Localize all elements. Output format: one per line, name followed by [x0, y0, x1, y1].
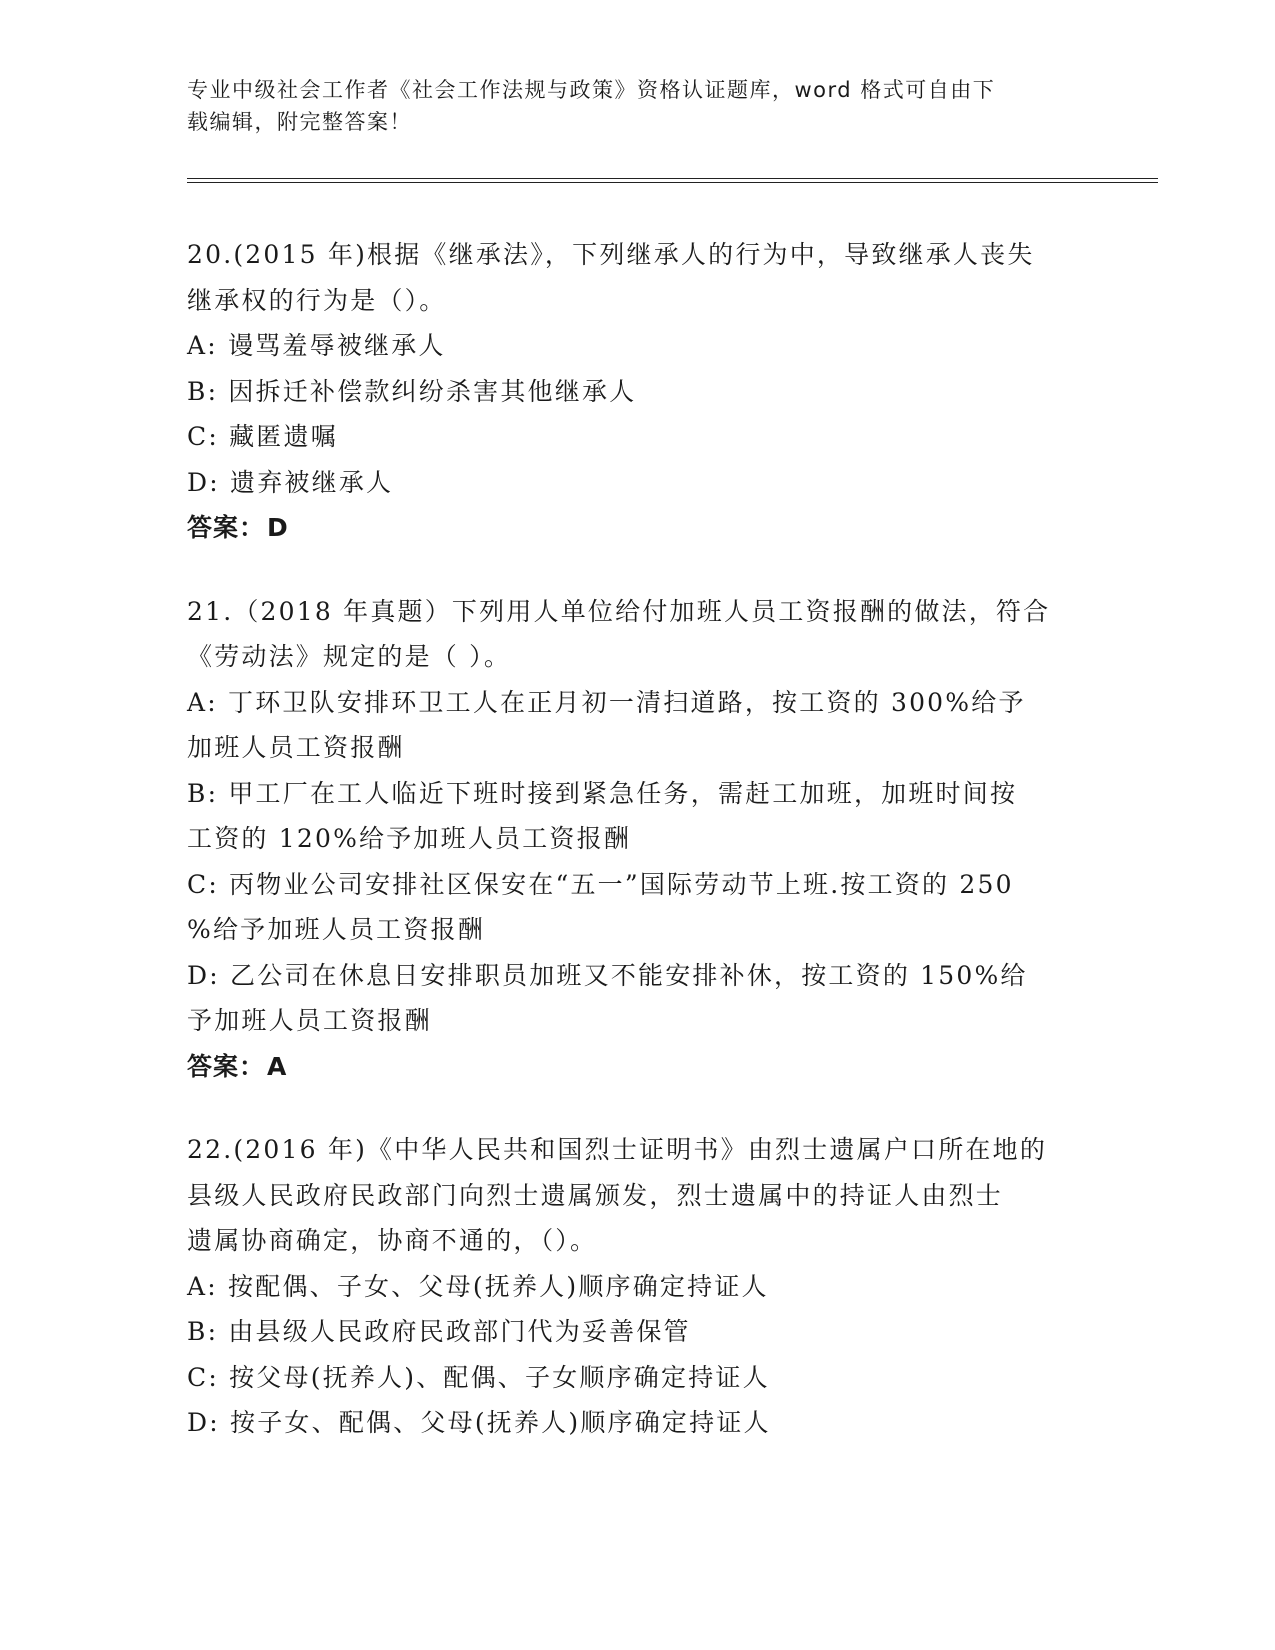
question-text-line: 继承权的行为是（）。 — [187, 285, 447, 315]
option-b: B: 因拆迁补偿款纠纷杀害其他继承人 — [187, 376, 637, 406]
option-d: D: 遗弃被继承人 — [187, 467, 394, 497]
question-text-line: 遗属协商确定，协商不通的，（）。 — [187, 1226, 598, 1255]
question-text — [187, 589, 1087, 680]
answer — [187, 505, 1087, 551]
question-text — [187, 1127, 1087, 1264]
option-d — [187, 953, 1087, 1044]
document-header — [187, 74, 1067, 138]
header-divider-bottom — [187, 182, 1158, 183]
option-line: 加班人员工资报酬 — [187, 733, 405, 762]
option-a: A: 谩骂羞辱被继承人 — [187, 331, 446, 360]
answer — [187, 1044, 1087, 1090]
option-c — [187, 862, 1087, 953]
option-line: A: 丁环卫队安排环卫工人在正月初一清扫道路，按工资的 300%给予 — [187, 687, 1026, 717]
question-text — [187, 232, 1087, 323]
option-line: C: 丙物业公司安排社区保安在“五一”国际劳动节上班.按工资的 250 — [187, 869, 1014, 899]
header-divider-top — [187, 178, 1158, 179]
question-20 — [187, 232, 1087, 551]
answer-value: D — [267, 513, 289, 542]
option-b — [187, 771, 1087, 862]
answer-value: A — [267, 1051, 288, 1081]
option-c: C: 按父母(抚养人)、配偶、子女顺序确定持证人 — [187, 1362, 770, 1392]
question-22 — [187, 1127, 1087, 1446]
option-line: B: 甲工厂在工人临近下班时接到紧急任务，需赶工加班，加班时间按 — [187, 778, 1018, 808]
option-line: 予加班人员工资报酬 — [187, 1006, 432, 1035]
question-text-line: 20.(2015 年)根据《继承法》，下列继承人的行为中，导致继承人丧失 — [187, 240, 1035, 269]
header-line-2: 载编辑，附完整答案！ — [187, 110, 412, 134]
option-line: D: 乙公司在休息日安排职员加班又不能安排补休，按工资的 150%给 — [187, 960, 1028, 990]
option-b: B: 由县级人民政府民政部门代为妥善保管 — [187, 1317, 691, 1346]
question-list — [187, 232, 1087, 1484]
answer-label: 答案： — [187, 1051, 266, 1081]
question-text-line: 21.（2018 年真题）下列用人单位给付加班人员工资报酬的做法，符合 — [187, 596, 1051, 626]
question-21 — [187, 589, 1087, 1090]
answer-label: 答案： — [187, 513, 266, 542]
question-text-line: 《劳动法》规定的是（ ）。 — [187, 642, 512, 671]
option-d: D: 按子女、配偶、父母(抚养人)顺序确定持证人 — [187, 1408, 771, 1437]
option-line: %给予加班人员工资报酬 — [187, 915, 485, 944]
question-text-line: 县级人民政府民政部门向烈士遗属颁发，烈士遗属中的持证人由烈士 — [187, 1180, 1004, 1210]
option-a: A: 按配偶、子女、父母(抚养人)顺序确定持证人 — [187, 1271, 769, 1301]
header-line-1: 专业中级社会工作者《社会工作法规与政策》资格认证题库，word 格式可自由下 — [187, 78, 996, 102]
option-c: C: 藏匿遗嘱 — [187, 422, 338, 451]
question-text-line: 22.(2016 年)《中华人民共和国烈士证明书》由烈士遗属户口所在地的 — [187, 1135, 1048, 1164]
option-line: 工资的 120%给予加班人员工资报酬 — [187, 824, 632, 853]
option-a — [187, 680, 1087, 771]
